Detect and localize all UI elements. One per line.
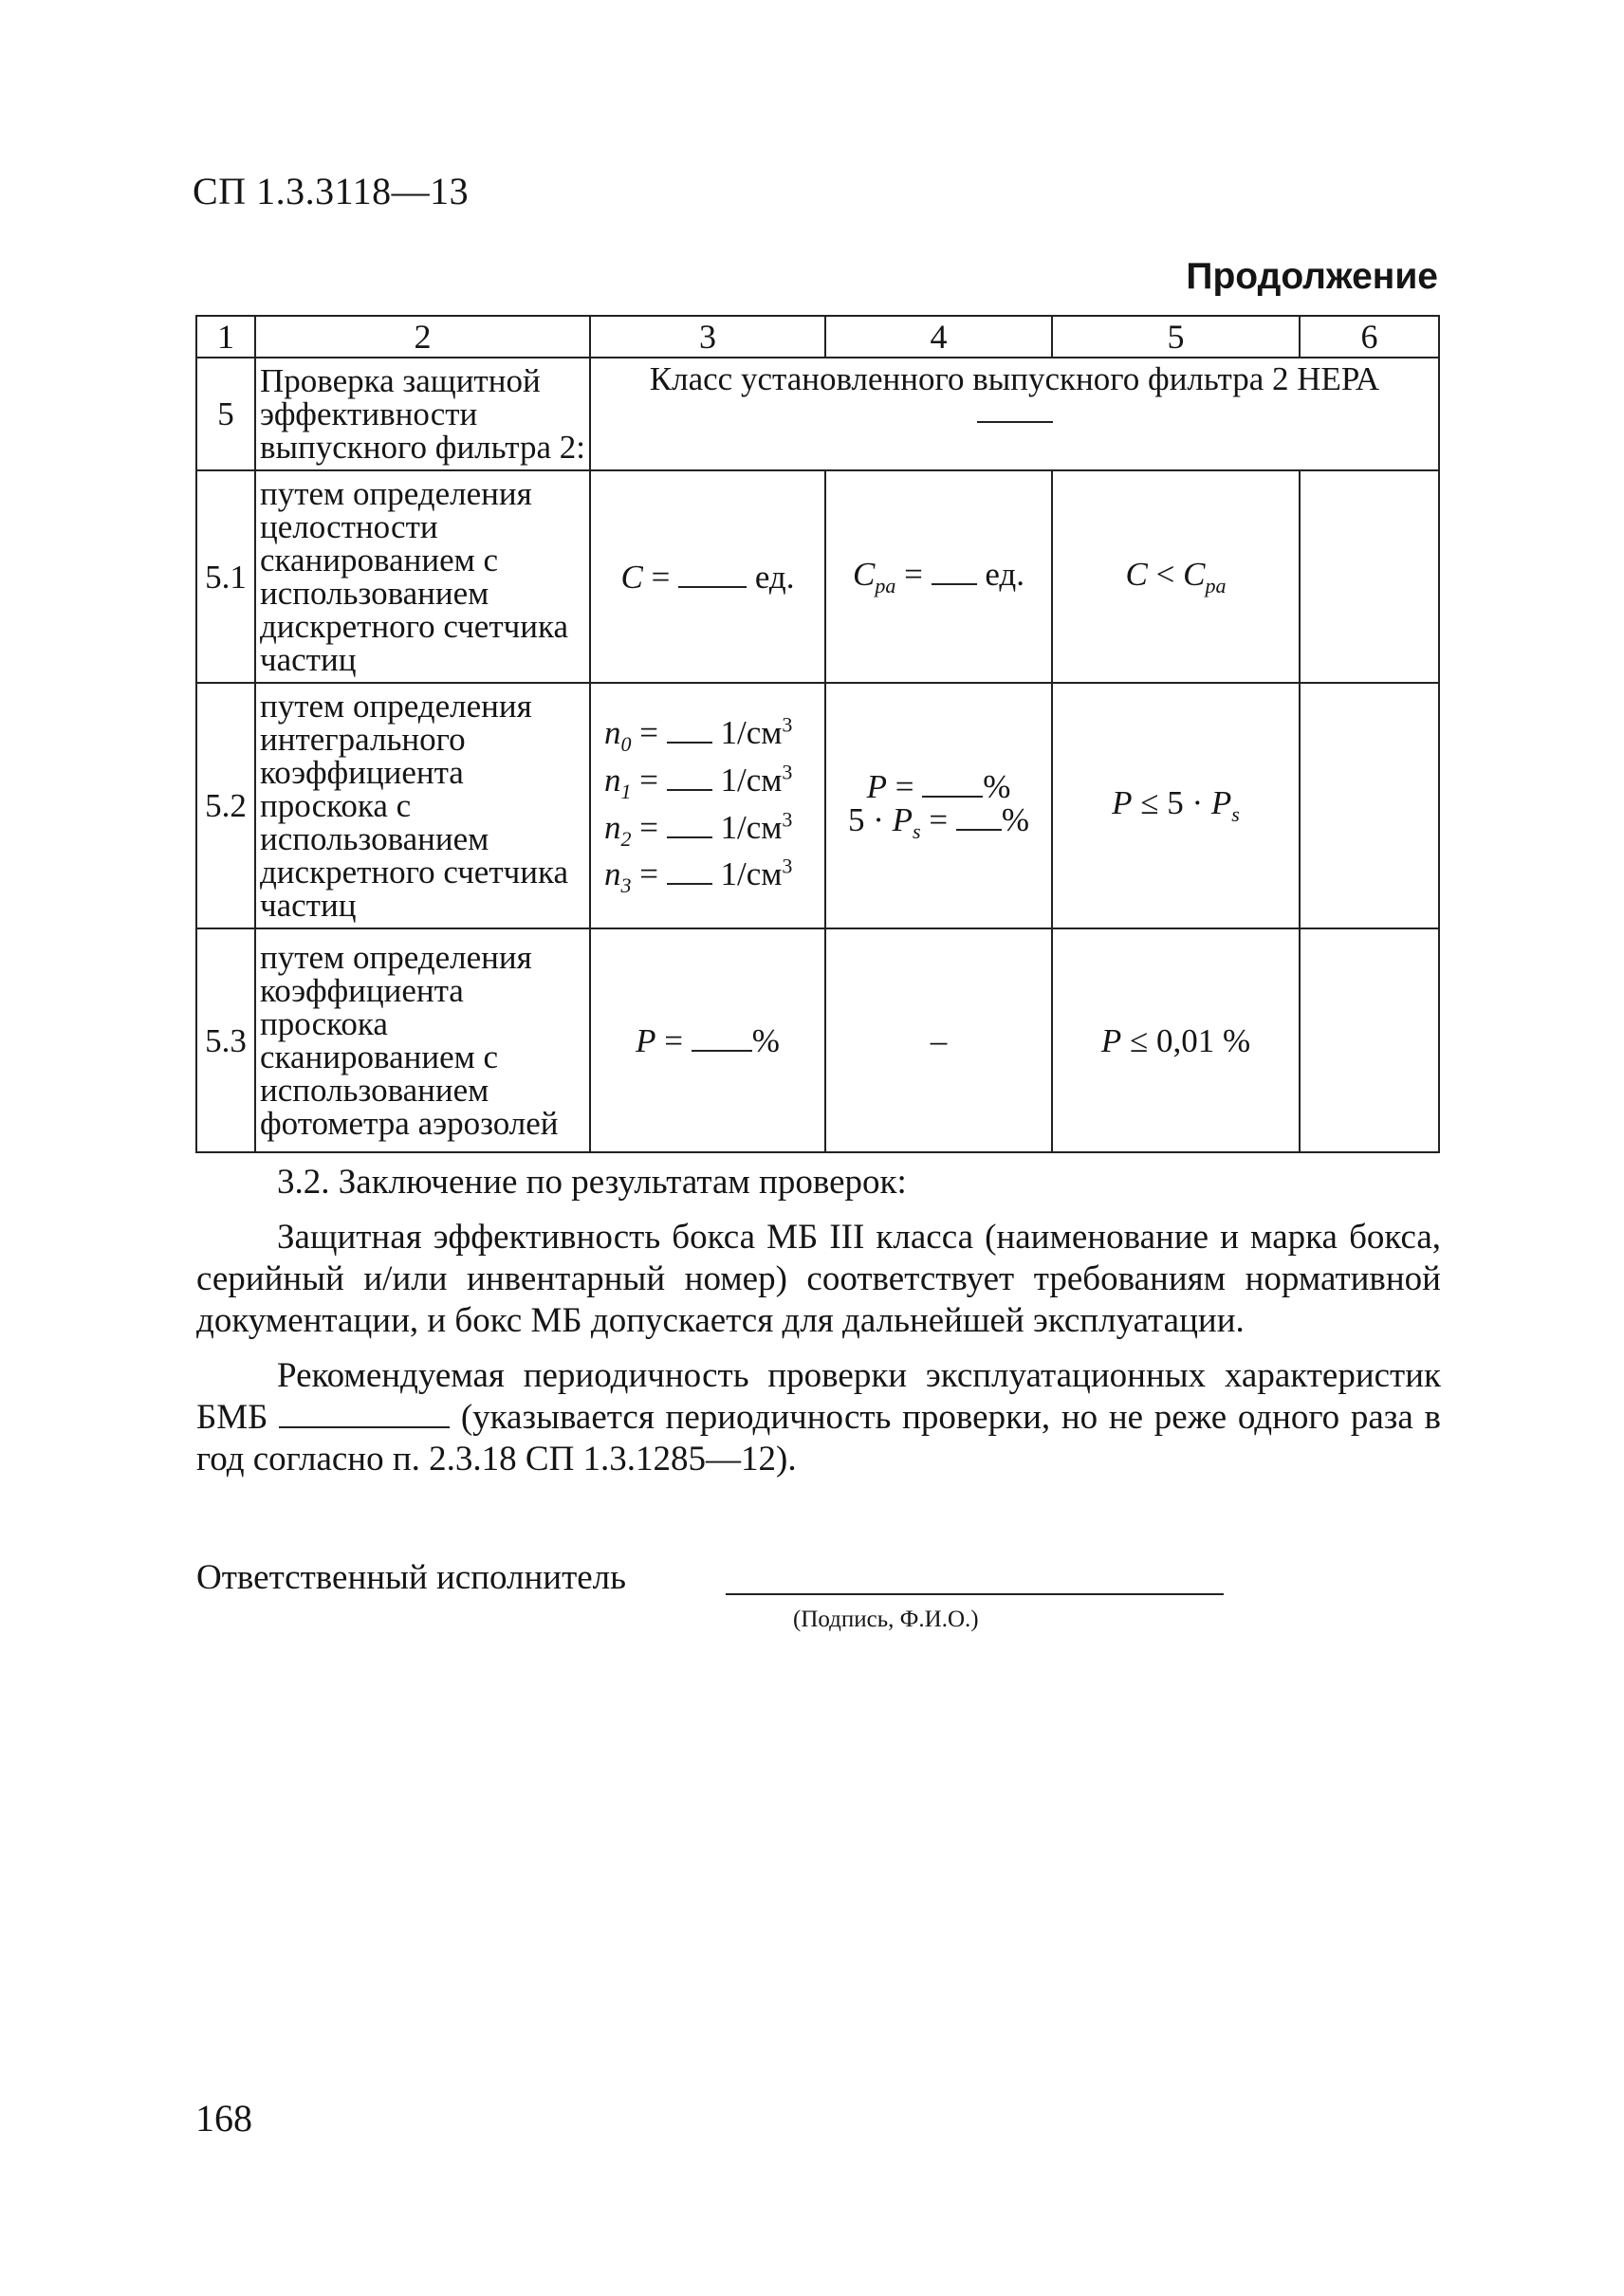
row-number: 5.1 — [196, 470, 255, 683]
signature-caption: (Подпись, Ф.И.О.) — [793, 1607, 979, 1632]
periodicity-blank — [279, 1398, 450, 1428]
criterion-cell: $Р \le 5 \cdot Р_s$ — [1052, 683, 1300, 928]
measured-value-cell: Р = % — [590, 928, 825, 1152]
concentration-line: $n_3 = 1/см^3$ — [604, 854, 793, 898]
periodicity-paragraph: Рекомендуемая периодичность проверки эксплуатационных характеристик БМБ (указывается периодичность проверки, но не реже одного раза в год согласно п. 2.3.18 СП 1.3.1285—12). — [196, 1356, 1441, 1479]
criterion-cell: Р ≤ 0,01 % — [1052, 928, 1300, 1152]
row-description: путем определения интегрального коэффициента проскока с использованием дискретного счетчика частиц — [255, 683, 590, 928]
filter-class-text: Класс установленного выпускного фильтра 2 НЕРА — [649, 360, 1380, 397]
signature-label: Ответственный исполнитель — [196, 1558, 626, 1597]
row-number: 5 — [196, 358, 255, 470]
filter-class-cell — [590, 358, 1439, 470]
row-number: 5.2 — [196, 683, 255, 928]
table-row — [196, 470, 1439, 683]
measured-value-cell: С = ед. — [590, 470, 825, 683]
value-blank — [678, 586, 747, 588]
column-number: 4 — [825, 316, 1052, 358]
page-number: 168 — [195, 2097, 252, 2140]
column-number: 6 — [1300, 316, 1439, 358]
row-description: Проверка защитной эффективности выпускного фильтра 2: — [255, 358, 590, 470]
result-cell — [1300, 928, 1439, 1152]
result-cell — [1300, 683, 1439, 928]
document-code-header: СП 1.3.3118—13 — [193, 170, 470, 212]
measured-value-cell — [590, 683, 825, 928]
concentration-line: $n_1 = 1/см^3$ — [604, 760, 793, 803]
row-description: путем определения целостности сканированием с использованием дискретного счетчика частиц — [255, 470, 590, 683]
value-blank — [692, 1050, 752, 1052]
table-row — [196, 358, 1439, 470]
row-description: путем определения коэффициента проскока сканированием с использованием фотометра аэрозолей — [255, 928, 590, 1152]
results-table — [195, 315, 1440, 1153]
acceptable-value-cell: $С_{ра}$ = ед. — [825, 470, 1052, 683]
result-cell — [1300, 470, 1439, 683]
table-row — [196, 683, 1439, 928]
signature-line — [726, 1593, 1224, 1595]
penetration-line: Р = % — [866, 767, 1011, 805]
value-blank — [932, 583, 977, 585]
column-number-row — [196, 316, 1439, 358]
column-number: 3 — [590, 316, 825, 358]
conclusion-paragraph: Защитная эффективность бокса МБ III класса (наименование и марка бокса, серийный и/или инвентарный номер) соответствует требованиям нормативной документации, и бокс МБ допускается для дальнейшей эксплуатации. — [196, 1218, 1441, 1340]
concentration-line: $n_0 = 1/см^3$ — [604, 712, 793, 757]
conclusion-heading: 3.2. Заключение по результатам проверок: — [277, 1163, 907, 1202]
penetration-limit-line: $5 \cdot Р_s$ = % — [847, 800, 1029, 843]
filter-class-blank — [977, 408, 1053, 423]
criterion-cell: $С < С_{ра}$ — [1052, 470, 1300, 683]
row-number: 5.3 — [196, 928, 255, 1152]
table-row — [196, 928, 1439, 1152]
column-number: 2 — [255, 316, 590, 358]
concentration-line: $n_2 = 1/см^3$ — [604, 806, 793, 851]
acceptable-value-cell: – — [825, 928, 1052, 1152]
conclusion-section — [196, 1162, 1441, 1480]
continuation-label: Продолжение — [1186, 256, 1438, 297]
column-number: 1 — [196, 316, 255, 358]
column-number: 5 — [1052, 316, 1300, 358]
acceptable-value-cell — [825, 683, 1052, 928]
